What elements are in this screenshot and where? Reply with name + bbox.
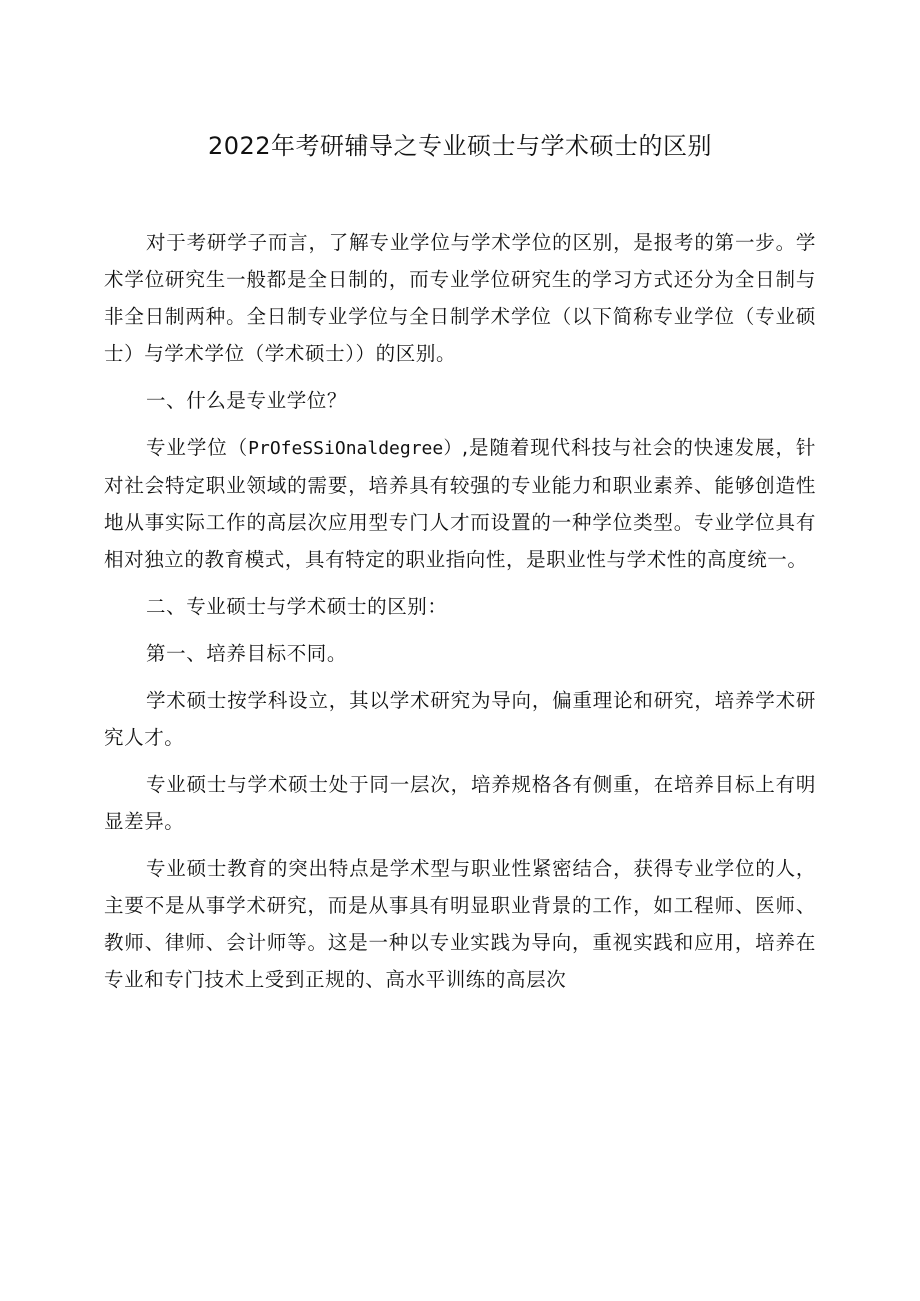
definition-english-term: PrOfeSSiOnaldegree） [248,438,462,459]
document-title: 2022年考研辅导之专业硕士与学术硕士的区别 [207,132,713,160]
paragraph-professional-master-features: 专业硕士教育的突出特点是学术型与职业性紧密结合，获得专业学位的人，主要不是从事学术研究，而是从事具有明显职业背景的工作，如工程师、医师、教师、律师、会计师等。这是一种以专业实践为导向，重视实践和应用，培养在专业和专门技术上受到正规的、高水平训练的高层次 [104,857,816,991]
paragraph-academic-master: 学术硕士按学科设立，其以学术研究为导向，偏重理论和研究，培养学术研究人才。 [104,689,816,749]
section-heading-differences: 二、专业硕士与学术硕士的区别： [146,595,448,618]
paragraph-intro: 对于考研学子而言，了解专业学位与学术学位的区别，是报考的第一步。学术学位研究生一般都是全日制的，而专业学位研究生的学习方式还分为全日制与非全日制两种。全日制专业学位与全日制学术学位（以下简称专业学位（专业硕士）与学术学位（学术硕士））的区别。 [104,231,816,365]
definition-prefix: 专业学位（ [146,436,249,459]
definition-text: ,是随着现代科技与社会的快速发展，针对社会特定职业领域的需要，培养具有较强的专业能力和职业素养、能够创造性地从事实际工作的高层次应用型专门人才而设置的一种学位类型。专业学位具有相对独立的教育模式，具有特定的职业指向性，是职业性与学术性的高度统一。 [104,436,816,571]
paragraph-professional-degree-definition [104,429,816,578]
subheading-training-goals: 第一、培养目标不同。 [146,642,348,665]
section-heading-what-is-professional-degree: 一、什么是专业学位？ [146,389,348,412]
document-body [104,224,816,1008]
paragraph-same-level: 专业硕士与学术硕士处于同一层次，培养规格各有侧重，在培养目标上有明显差异。 [104,773,816,833]
